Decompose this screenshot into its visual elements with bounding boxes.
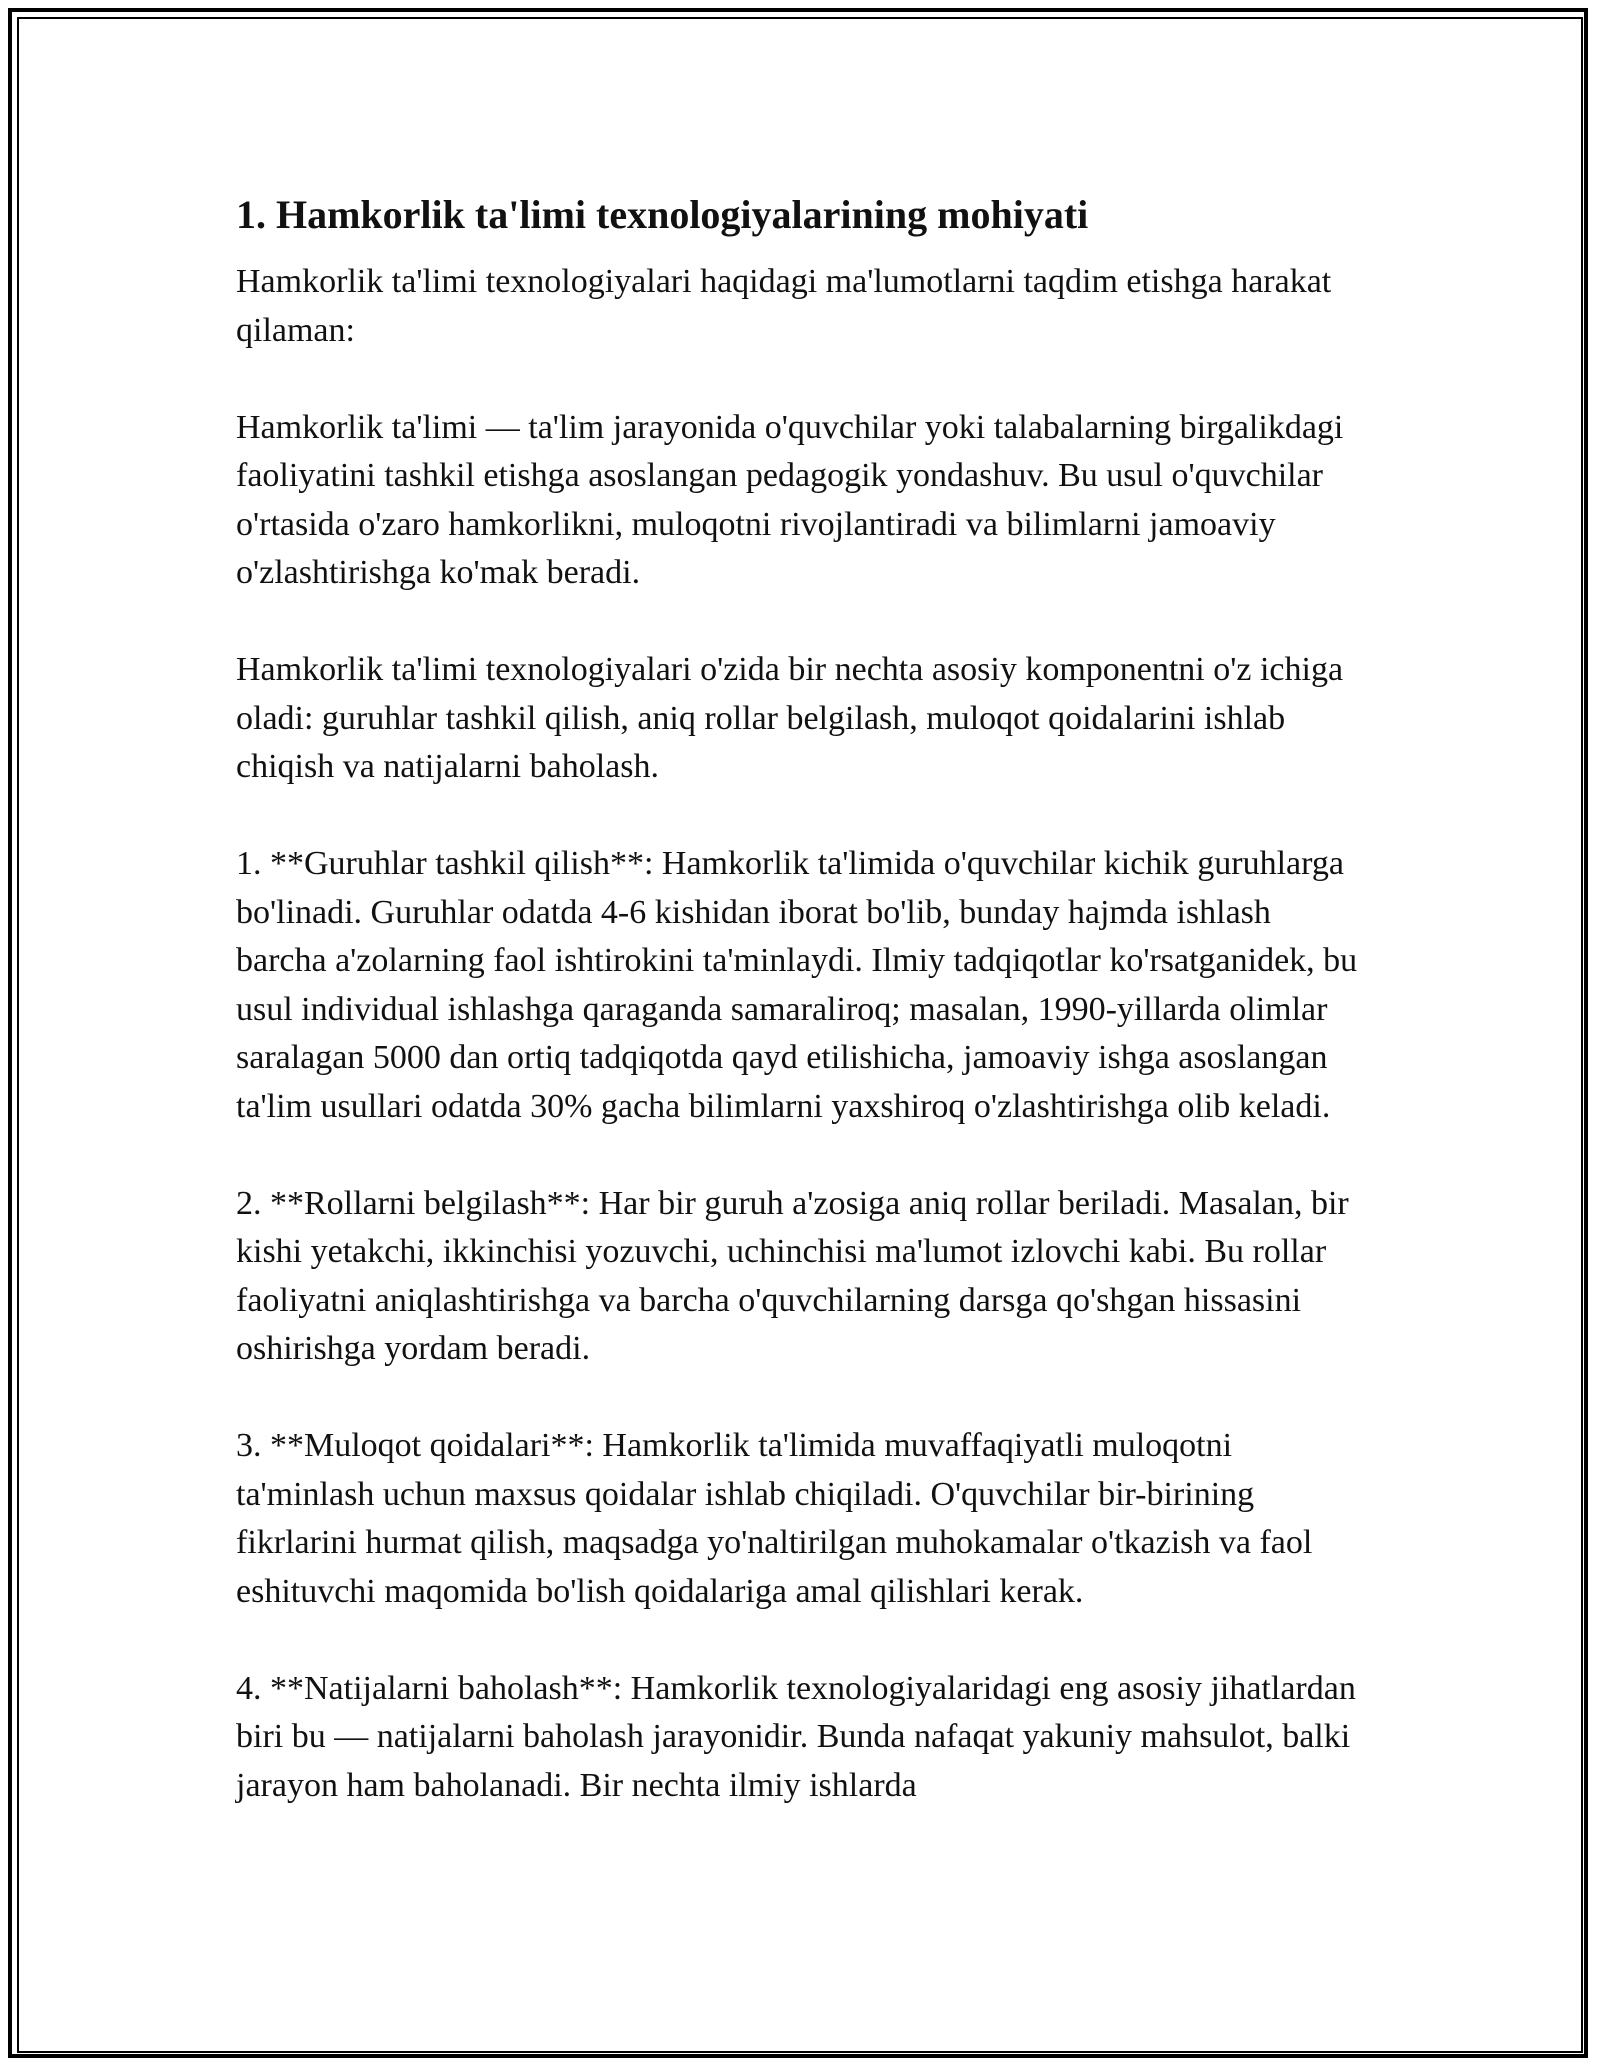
list-item-communication-rules: 3. **Muloqot qoidalari**: Hamkorlik ta'limida muvaffaqiyatli muloqotni ta'minlash uchun maxsus qoidalar ishlab chiqiladi. O'quvchilar bir-birining fikrlarini hurmat qilish, maqsadga yo'naltirilgan muhokamalar o'tkazish va faol eshituvchi maqomida bo'lish qoidalariga amal qilishlari kerak. [236, 1427, 1313, 1610]
list-item-groups: 1. **Guruhlar tashkil qilish**: Hamkorlik ta'limida o'quvchilar kichik guruhlarga bo'linadi. Guruhlar odatda 4-6 kishidan iborat bo'lib, bunday hajmda ishlash barcha a'zolarning faol ishtirokini ta'minlaydi. Ilmiy tadqiqotlar ko'rsatganidek, bu usul individual ishlashga qaraganda samaraliroq; masalan, 1990-yillarda olimlar saralagan 5000 dan ortiq tadqiqotda qayd etilishicha, jamoaviy ishga asoslangan ta'lim usullari odatda 30% gacha bilimlarni yaxshiroq o'zlashtirishga olib keladi. [236, 845, 1358, 1125]
paragraph-intro: Hamkorlik ta'limi texnologiyalari haqidagi ma'lumotlarni taqdim etishga harakat qilaman: [236, 263, 1332, 349]
paragraph-definition: Hamkorlik ta'limi — ta'lim jarayonida o'quvchilar yoki talabalarning birgalikdagi faoliyatini tashkil etishga asoslangan pedagogik yondashuv. Bu usul o'quvchilar o'rtasida o'zaro hamkorlikni, muloqotni rivojlantiradi va bilimlarni jamoaviy o'zlashtirishga ko'mak beradi. [236, 408, 1344, 591]
document-body [236, 186, 1366, 1859]
document-title: 1. Hamkorlik ta'limi texnologiyalarining mohiyati [236, 192, 1089, 237]
paragraph-components: Hamkorlik ta'limi texnologiyalari o'zida bir nechta asosiy komponentni o'z ichiga oladi: guruhlar tashkil qilish, aniq rollar belgilash, muloqot qoidalarini ishlab chiqish va natijalarni baholash. [236, 651, 1344, 785]
list-item-assessment: 4. **Natijalarni baholash**: Hamkorlik texnologiyalaridagi eng asosiy jihatlardan biri bu — natijalarni baholash jarayonidir. Bunda nafaqat yakuniy mahsulot, balki jarayon ham baholanadi. Bir nechta ilmiy ishlarda [236, 1669, 1356, 1804]
list-item-roles: 2. **Rollarni belgilash**: Har bir guruh a'zosiga aniq rollar beriladi. Masalan, bir kishi yetakchi, ikkinchisi yozuvchi, uchinchisi ma'lumot izlovchi kabi. Bu rollar faoliyatni aniqlashtirishga va barcha o'quvchilarning darsga qo'shgan hissasini oshirishga yordam beradi. [236, 1184, 1349, 1367]
